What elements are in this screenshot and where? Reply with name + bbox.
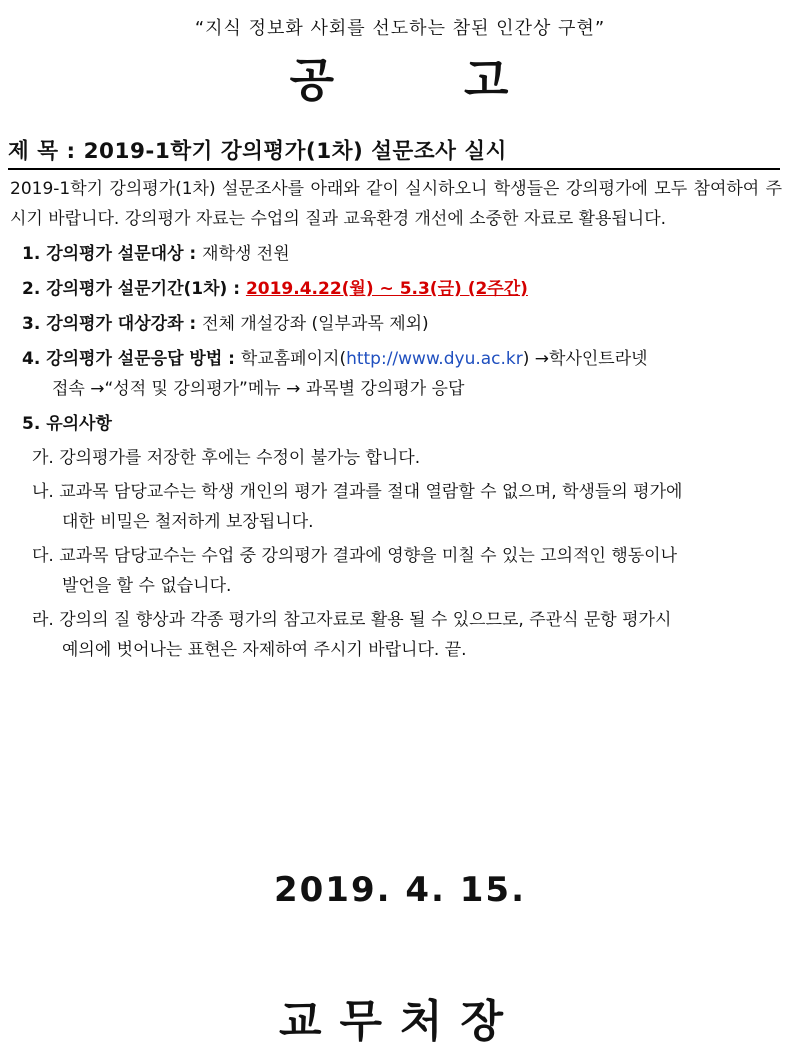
- item-value-continued: 접속 →“성적 및 강의평가”메뉴 → 과목별 강의평가 응답: [52, 379, 465, 399]
- item-label: 3. 강의평가 대상강좌 :: [22, 314, 203, 334]
- subject-line: [8, 134, 780, 170]
- item-value: ) →학사인트라넷: [522, 349, 648, 369]
- item-value: 전체 개설강좌 (일부과목 제외): [202, 314, 429, 334]
- notice-title: [0, 44, 800, 110]
- homepage-link[interactable]: http://www.dyu.ac.kr: [346, 349, 523, 369]
- note-item: [32, 443, 782, 473]
- note-line: 다. 교과목 담당교수는 수업 중 강의평가 결과에 영향을 미칠 수 있는 고의적인 행동이나: [32, 546, 678, 566]
- note-line: 가. 강의평가를 저장한 후에는 수정이 불가능 합니다.: [32, 448, 421, 468]
- note-line-continued: 발언을 할 수 없습니다.: [62, 576, 232, 596]
- item-response-method: [22, 344, 782, 404]
- slogan: “지식 정보화 사회를 선도하는 참된 인간상 구현”: [194, 18, 606, 39]
- item-label: 4. 강의평가 설문응답 방법 :: [22, 349, 241, 369]
- notice-title-right: 고: [464, 53, 511, 107]
- intro-paragraph: 2019-1학기 강의평가(1차) 설문조사를 아래와 같이 실시하오니 학생들은 강의평가에 모두 참여하여 주시기 바랍니다. 강의평가 자료는 수업의 질과 교육환경 개선에 소중한 자료로 활용됩니다.: [10, 179, 782, 229]
- item-survey-target: [22, 239, 782, 269]
- item-target-courses: [22, 309, 782, 339]
- note-line-continued: 예의에 벗어나는 표현은 자제하여 주시기 바랍니다. 끝.: [62, 640, 467, 660]
- note-item: [32, 541, 782, 601]
- notice-date: 2019. 4. 15.: [273, 870, 527, 910]
- note-line-continued: 대한 비밀은 철저하게 보장됩니다.: [62, 512, 314, 532]
- survey-period-value: 2019.4.22(월) ~ 5.3(금) (2주간): [245, 279, 528, 299]
- subject-label: 제 목 :: [8, 139, 84, 164]
- note-item: [32, 605, 782, 665]
- notice-body: [10, 174, 782, 665]
- item-label: 1. 강의평가 설문대상 :: [22, 244, 203, 264]
- item-notes-heading: [22, 409, 782, 439]
- item-value: 재학생 전원: [202, 244, 290, 264]
- subject-text: 2019-1학기 강의평가(1차) 설문조사 실시: [83, 139, 507, 164]
- signer: 교무처장: [278, 996, 521, 1047]
- note-line: 나. 교과목 담당교수는 학생 개인의 평가 결과를 절대 열람할 수 없으며, 학생들의 평가에: [32, 482, 683, 502]
- item-value: 학교홈페이지(: [240, 349, 347, 369]
- note-line: 라. 강의의 질 향상과 각종 평가의 참고자료로 활용 될 수 있으므로, 주관식 문항 평가시: [32, 610, 672, 630]
- note-item: [32, 477, 782, 537]
- item-label: 2. 강의평가 설문기간(1차) :: [22, 279, 246, 299]
- notice-title-left: 공: [289, 53, 336, 107]
- item-survey-period: [22, 274, 782, 304]
- item-label: 5. 유의사항: [22, 414, 112, 434]
